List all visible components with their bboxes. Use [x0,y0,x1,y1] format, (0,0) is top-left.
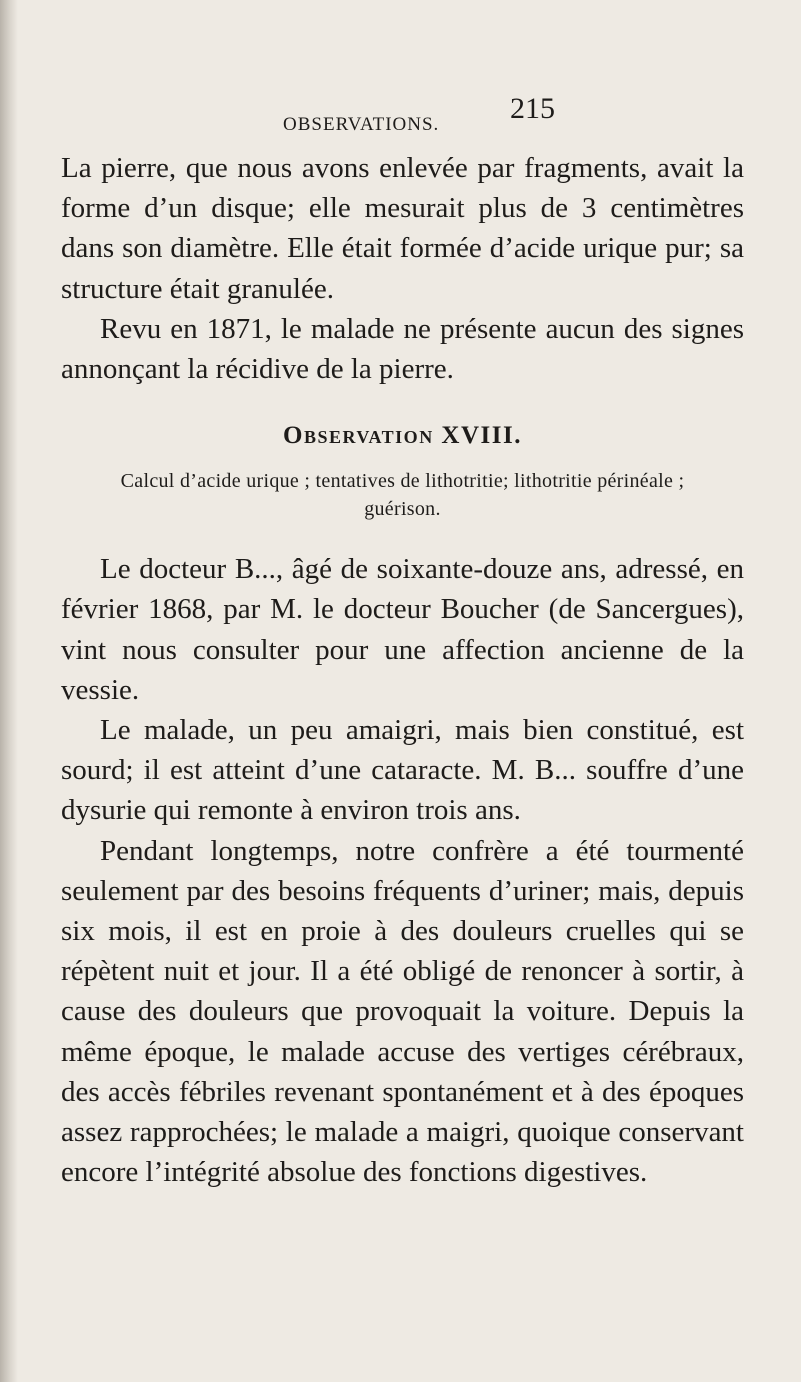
running-title: OBSERVATIONS. [283,114,440,135]
page-edge-shadow [0,0,18,1382]
observation-heading: Observation XVIII. [283,422,522,450]
paragraph-symptoms: Pendant longtemps, notre confrère a été tourmenté seulement par des besoins fréquents d’uriner; mais, depuis six mois, il est en proie à des douleurs cruelles qui se répètent nuit et jour. Il a été obligé de renoncer à sortir, à cause des douleurs que provoquait la voiture. Depuis la même époque, le malade accuse des vertiges cérébraux, des accès fébriles revenant spontanément et à des époques assez rapprochées; le malade a maigri, quoique conservant encore l’intégrité absolue des fonctions digestives. [61,834,744,1189]
running-head [0,92,801,135]
paragraph-follow-up: Revu en 1871, le malade ne présente aucun des signes annonçant la récidive de la pierre. [61,312,744,386]
body-text [61,148,744,1192]
observation-summary: Calcul d’acide urique ; tentatives de lithotritie; lithotritie périnéale ; guérison. [120,470,685,521]
paragraph-stone-description: La pierre, que nous avons enlevée par fragments, avait la forme d’un disque; elle mesurait plus de 3 centimètres dans son diamètre. Elle était formée d’acide urique pur; sa structure était granulée. [61,152,744,305]
paragraph-case-intro: Le docteur B..., âgé de soixante-douze ans, adressé, en février 1868, par M. le docteur Boucher (de Sancergues), vint nous consulter pour une affection ancienne de la vessie. [61,553,744,706]
paragraph-patient-state: Le malade, un peu amaigri, mais bien constitué, est sourd; il est atteint d’une cataracte. M. B... souffre d’une dysurie qui remonte à environ trois ans. [61,714,744,827]
page-number: 215 [510,92,555,125]
